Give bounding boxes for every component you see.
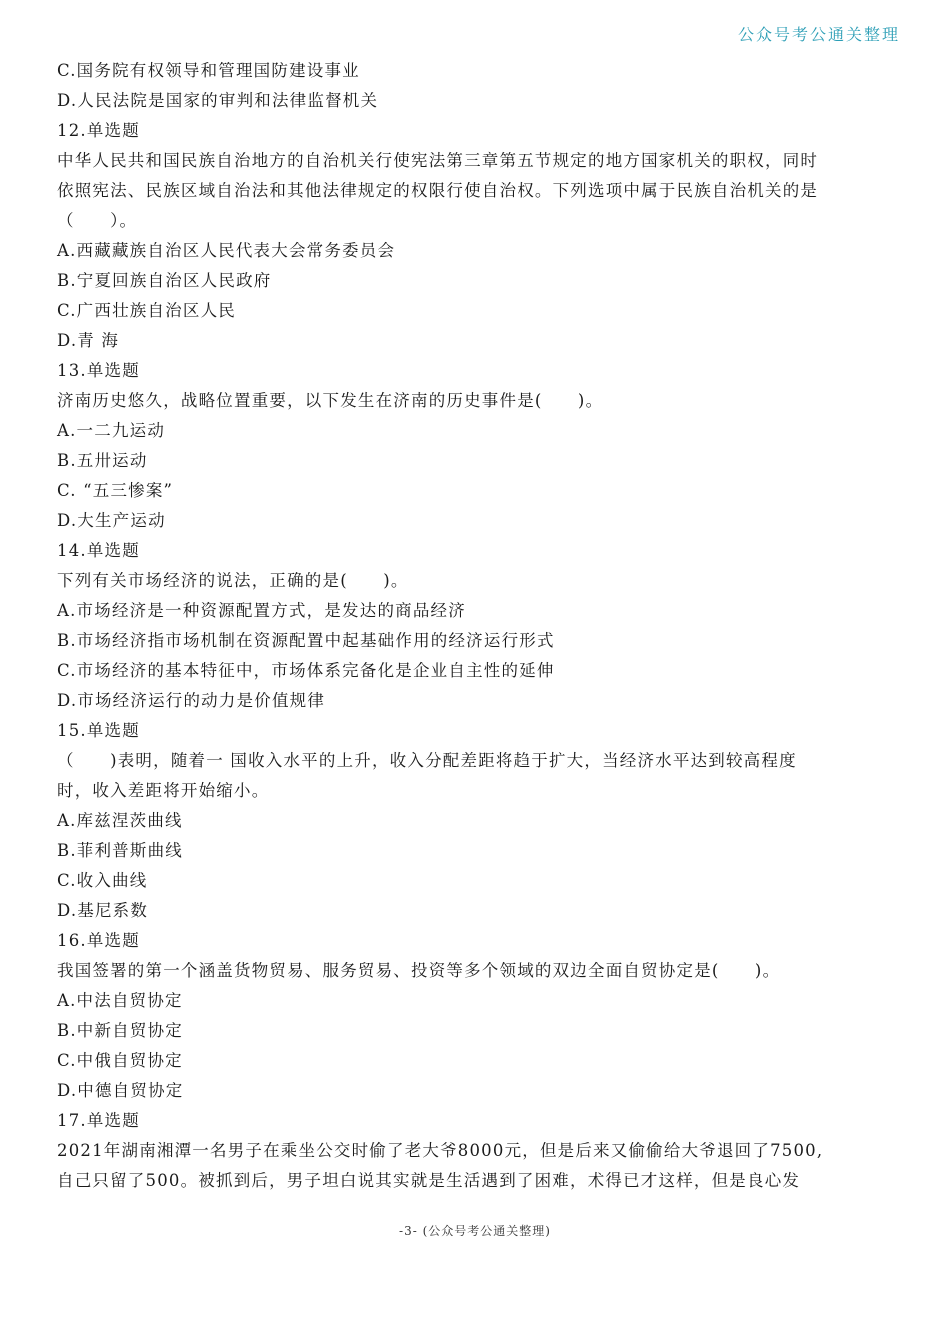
option-15b: B.菲利普斯曲线	[57, 841, 183, 860]
question-16-stem: 我国签署的第一个涵盖货物贸易、服务贸易、投资等多个领域的双边全面自贸协定是( )。	[57, 961, 781, 980]
option-16c: C.中俄自贸协定	[57, 1051, 183, 1070]
option-14a: A.市场经济是一种资源配置方式，是发达的商品经济	[57, 601, 466, 620]
option-14b: B.市场经济指市场机制在资源配置中起基础作用的经济运行形式	[57, 631, 555, 650]
page-footer: -3- (公众号考公通关整理)	[399, 1224, 551, 1238]
question-14-heading: 14.单选题	[57, 541, 140, 560]
header-watermark-note: 公众号考公通关整理	[737, 25, 900, 44]
option-12b: B.宁夏回族自治区人民政府	[57, 271, 272, 290]
option-16a: A.中法自贸协定	[57, 991, 183, 1010]
option-13c: C. “五三惨案”	[57, 481, 174, 500]
question-15-heading: 15.单选题	[57, 721, 140, 740]
option-13a: A.一二九运动	[57, 421, 166, 440]
option-15a: A.库兹涅茨曲线	[57, 811, 183, 830]
question-17-heading: 17.单选题	[57, 1111, 140, 1130]
option-16d: D.中德自贸协定	[57, 1081, 184, 1100]
question-12-stem-line-2: 依照宪法、民族区域自治法和其他法律规定的权限行使自治权。下列选项中属于民族自治机关的是	[57, 181, 819, 200]
option-15d: D.基尼系数	[57, 901, 149, 920]
question-13-heading: 13.单选题	[57, 361, 140, 380]
option-11c: C.国务院有权领导和管理国防建设事业	[57, 61, 360, 80]
document-body	[57, 56, 892, 1196]
question-15-stem-line-1: （ )表明，随着一 国收入水平的上升，收入分配差距将趋于扩大，当经济水平达到较高程度	[57, 751, 797, 770]
question-12-stem-line-3: （ ）。	[57, 211, 138, 230]
option-12c: C.广西壮族自治区人民	[57, 301, 236, 320]
option-13d: D.大生产运动	[57, 511, 166, 530]
question-15-stem-line-2: 时，收入差距将开始缩小。	[57, 781, 270, 800]
question-13-stem: 济南历史悠久，战略位置重要，以下发生在济南的历史事件是( )。	[57, 391, 604, 410]
option-15c: C.收入曲线	[57, 871, 148, 890]
option-13b: B.五卅运动	[57, 451, 148, 470]
option-14d: D.市场经济运行的动力是价值规律	[57, 691, 326, 710]
question-12-heading: 12.单选题	[57, 121, 140, 140]
question-12-stem-line-1: 中华人民共和国民族自治地方的自治机关行使宪法第三章第五节规定的地方国家机关的职权，同时	[57, 151, 819, 170]
option-11d: D.人民法院是国家的审判和法律监督机关	[57, 91, 379, 110]
question-17-stem-line-2: 自己只留了500。被抓到后，男子坦白说其实就是生活遇到了困难，术得已才这样，但是良心发	[57, 1171, 801, 1190]
option-16b: B.中新自贸协定	[57, 1021, 183, 1040]
option-12d: D.青 海	[57, 331, 120, 350]
question-16-heading: 16.单选题	[57, 931, 140, 950]
question-17-stem-line-1: 2021年湖南湘潭一名男子在乘坐公交时偷了老大爷8000元，但是后来又偷偷给大爷退回了7500,	[57, 1141, 824, 1160]
option-12a: A.西藏藏族自治区人民代表大会常务委员会	[57, 241, 396, 260]
option-14c: C.市场经济的基本特征中，市场体系完备化是企业自主性的延伸	[57, 661, 555, 680]
question-14-stem: 下列有关市场经济的说法，正确的是( )。	[57, 571, 409, 590]
